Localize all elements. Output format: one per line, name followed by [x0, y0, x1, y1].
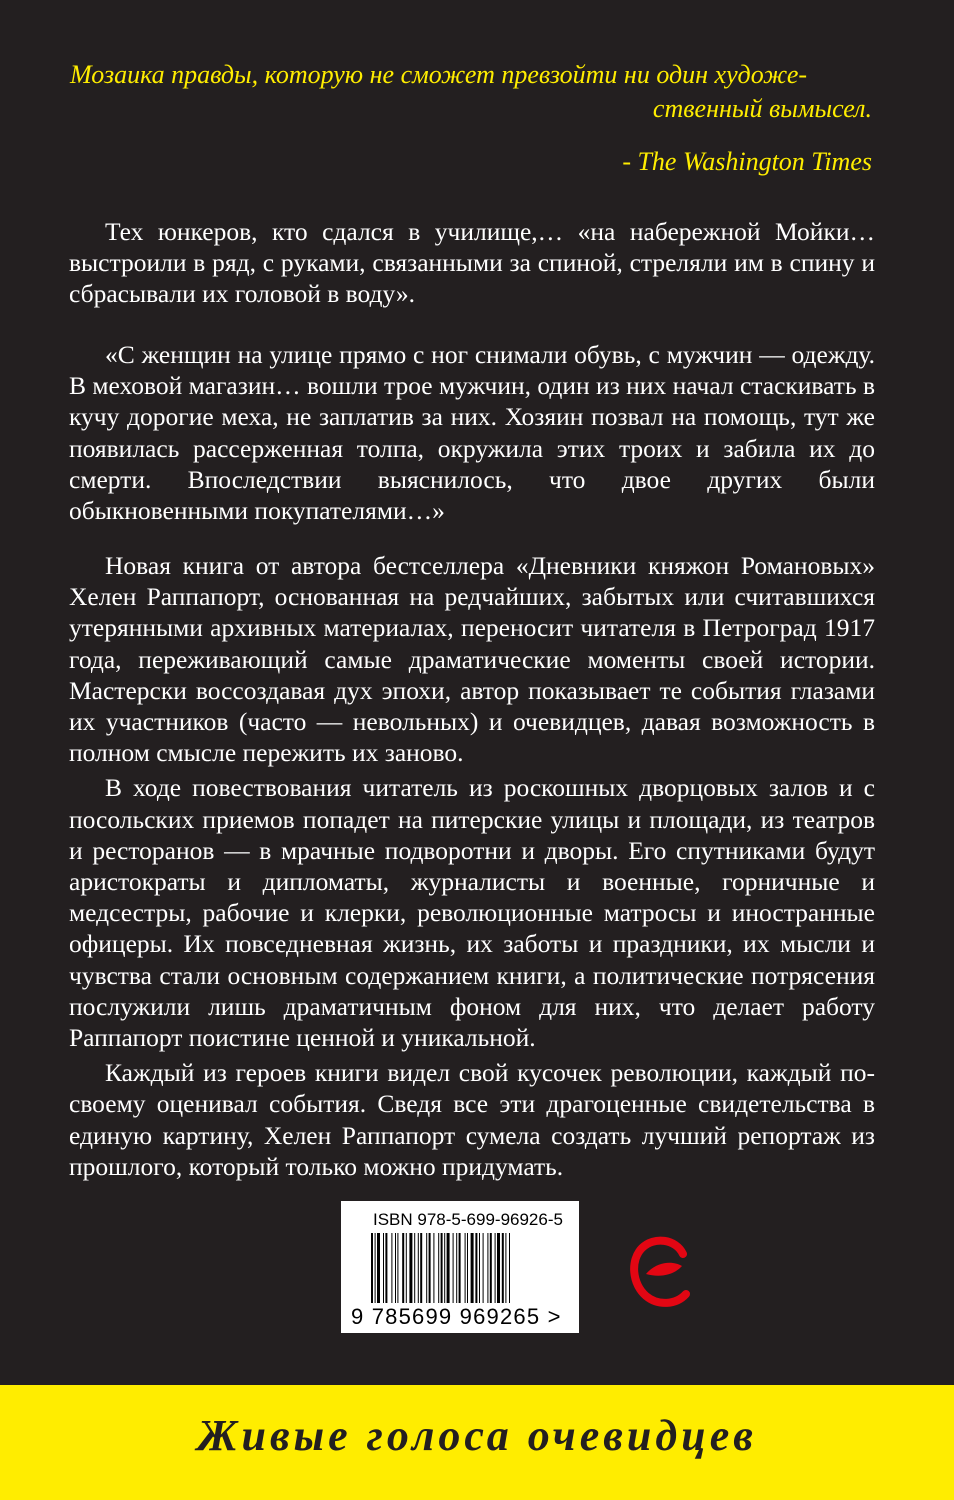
- epigraph-source: - The Washington Times: [622, 147, 872, 176]
- quote-block-2: [69, 339, 875, 526]
- epigraph-line-2: ственный вымысел.: [652, 94, 872, 123]
- barcode-digits: 9 785699 969265 >: [351, 1304, 562, 1329]
- epigraph: [70, 58, 872, 126]
- paragraph-2: «С женщин на улице прямо с ног снимали обувь, с мужчин — одежду. В меховой магазин… вошли трое мужчин, один из них начал стаскивать в кучу дорогие меха, не заплатив за них. Хозяин позвал на помощь, тут же появилась рассерженная толпа, окружила этих троих и забила их до смерти. Впоследствии выяснилось, что двое других были обыкновенными покупателями…»: [69, 340, 875, 526]
- paragraph-3: Новая книга от автора бестселлера «Дневники княжон Романовых» Хелен Раппапорт, основанная на редчайших, забытых или считавшихся утерянными архивных материалах, переносит читателя в Петроград 1917 года, переживающий самые драматические моменты своей истории. Мастерски воссоздавая дух эпохи, автор показывает те события глазами их участников (часто — невольных) и очевидцев, давая возможность в полном смысле пережить их заново.: [69, 551, 875, 768]
- paragraph-1: Тех юнкеров, кто сдался в училище,… «на набережной Мойки… выстроили в ряд, с руками, связанными за спиной, стреляли им в спину и сбрасывали их головой в воду».: [69, 217, 875, 309]
- paragraph-5: Каждый из героев книги видел свой кусочек революции, каждый по-своему оценивал события. Сведя все эти драгоценные свидетельства в единую картину, Хелен Раппапорт сумела создать лучший репортаж из прошлого, который только можно придумать.: [69, 1058, 875, 1181]
- quote-block-1: [69, 216, 875, 310]
- epigraph-line-1: Мозаика правды, которую не сможет превзойти ни один художе-: [70, 60, 808, 89]
- isbn-label: ISBN 978-5-699-96926-5: [373, 1210, 563, 1229]
- isbn-barcode: [341, 1201, 579, 1333]
- series-title: Живые голоса очевидцев: [197, 1411, 757, 1460]
- description-block: [69, 550, 875, 1182]
- publisher-logo-icon: [630, 1232, 692, 1310]
- barcode-bars: [371, 1233, 551, 1303]
- paragraph-4: В ходе повествования читатель из роскошных дворцовых залов и с посольских приемов попадет на питерские улицы и площади, из театров и ресторанов — в мрачные подворотни и дворы. Его спутниками будут аристократы и дипломаты, журналисты и военные, горничные и медсестры, рабочие и клерки, революционные матросы и иностранные офицеры. Их повседневная жизнь, их заботы и праздники, их мысли и чувства стали основным содержанием книги, а политические потрясения послужили лишь драматичным фоном для них, что делает работу Раппапорт поистине ценной и уникальной.: [69, 773, 875, 1053]
